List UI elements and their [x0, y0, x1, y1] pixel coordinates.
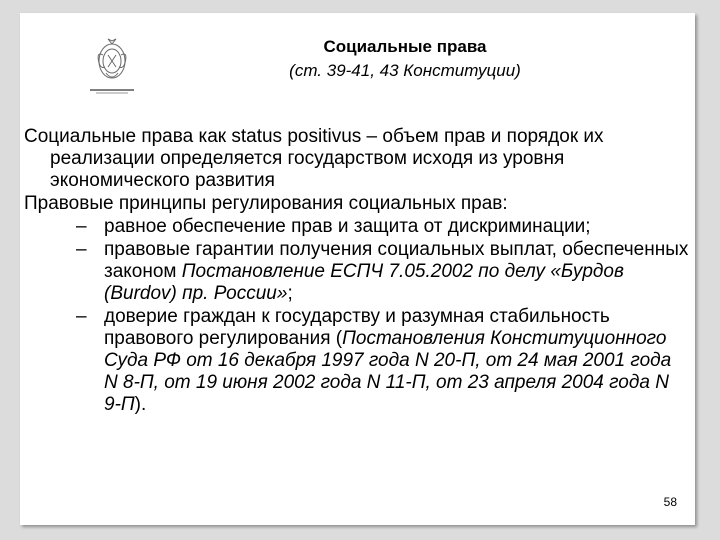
slide — [20, 13, 695, 525]
slide-body — [24, 126, 689, 417]
bullet-item — [24, 306, 689, 416]
bullet-dash: – — [76, 239, 87, 260]
title-block — [170, 35, 640, 83]
bullet-citation: Постановления Конституционного Суда РФ от 16 декабря 1997 года N 20-П, от 24 мая 2001 года N 8-П, от 19 июня 2002 года N 11-П, от 23 апреля 2004 года N 9-П — [104, 328, 672, 415]
bullet-text-end: ). — [134, 394, 147, 415]
bullet-item — [24, 216, 689, 238]
bullet-dash: – — [76, 216, 87, 237]
bullet-text: равное обеспечение прав и защита от дискриминации; — [104, 216, 591, 237]
bullet-text: правовые гарантии получения социальных выплат, обеспеченных законом — [104, 239, 689, 282]
bullet-citation: Постановление ЕСПЧ 7.05.2002 по делу «Бурдов (Burdov) пр. России» — [104, 261, 624, 304]
coat-of-arms-icon — [72, 35, 152, 97]
bullet-item — [24, 239, 689, 305]
bullet-dash: – — [76, 306, 87, 327]
page-number: 58 — [663, 495, 677, 509]
paragraph: Социальные права как status positivus – объем прав и порядок их реализации определяется государством исходя из уровня экономического развития — [24, 126, 604, 191]
slide-title: Социальные права — [323, 37, 487, 56]
bullet-text-end: ; — [287, 283, 293, 304]
bullet-text: доверие граждан к государству и разумная стабильность правового регулирования ( — [104, 306, 610, 349]
paragraph: Правовые принципы регулирования социальных прав: — [24, 193, 508, 214]
slide-subtitle: (ст. 39-41, 43 Конституции) — [289, 61, 521, 80]
